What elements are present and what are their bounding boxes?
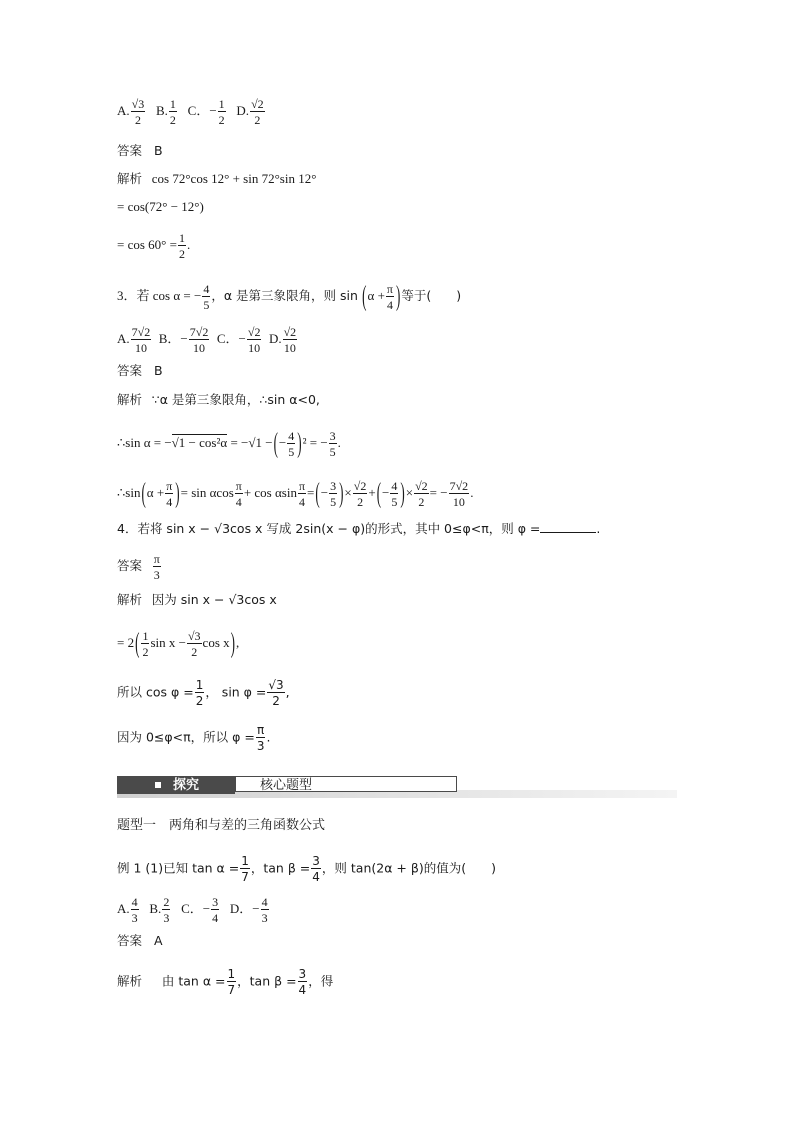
q2-options	[117, 98, 266, 126]
square-bullet-icon	[155, 782, 161, 788]
q4-analysis-line2: = 2( $\frac{1}{2}$ sin x − $\frac{√3}{2}$ cos x),	[117, 625, 240, 659]
ex1-option-b: B. $\frac{2}{3}$	[149, 895, 170, 925]
q4-analysis-line3: 所以 cos φ = $\frac{1}{2}$ ， sin φ = $\frac{√3}{2}$ ,	[117, 678, 290, 708]
q2-option-c: C．− $\frac{1}{2}$	[187, 97, 225, 127]
q3-analysis-line3: ∴sin(α + $\frac{\pi}{4}$ )= sin αcos $\frac{\pi}{4}$ + cos αsin $\frac{\pi}{4}$ =(− $\frac{3}{5}$ )× $\frac{√2}{2}$ +(− $\frac{4}{5}$ )× $\frac{√2}{2}$ = − $\frac{7√2}{10}$ .	[117, 475, 474, 509]
q3-option-c: C．− $\frac{√2}{10}$	[216, 325, 261, 355]
q2-analysis-line2: = cos(72° − 12°)	[117, 199, 204, 214]
section-banner	[117, 776, 677, 796]
q2-answer: 答案 B	[117, 143, 163, 158]
q4-blank	[540, 520, 596, 533]
q2-option-a: A. $\frac{√3}{2}$	[117, 97, 145, 127]
q4-analysis-line4: 因为 0≤φ<π，所以 φ = $\frac{\pi}{3}$ .	[117, 723, 271, 753]
q4-analysis-line1: 解析 因为 sin x − √3cos x	[117, 592, 277, 607]
ex1-options	[117, 896, 270, 924]
q3-option-b: B．− $\frac{7√2}{10}$	[158, 325, 209, 355]
ex1-option-c: C．− $\frac{3}{4}$	[181, 895, 219, 925]
ex1-analysis-line1: 解析 由 tan α = $\frac{1}{7}$ ，tan β = $\frac{3}{4}$ ，得	[117, 967, 334, 997]
q4-stem: 4．若将 sin x − √3cos x 写成 2sin(x − φ)的形式，其中 0≤φ<π，则 φ = .	[117, 521, 601, 536]
q3-analysis-line1: 解析 ∵α 是第三象限角，∴sin α<0,	[117, 392, 320, 407]
ex1-option-a: A. $\frac{4}{3}$	[117, 895, 138, 925]
q2-option-b: B. $\frac{1}{2}$	[155, 97, 176, 127]
q3-option-d: D. $\frac{√2}{10}$	[268, 325, 297, 355]
q2-option-d: D. $\frac{√2}{2}$	[236, 97, 264, 127]
q2-analysis-line1: 解析 cos 72°cos 12° + sin 72°sin 12°	[117, 171, 317, 186]
q3-option-a: A. $\frac{7√2}{10}$	[117, 325, 151, 355]
banner-core-types: 核心题型	[235, 776, 457, 792]
q4-answer: 答案 $\frac{\pi}{3}$	[117, 552, 160, 582]
section-title: 题型一 两角和与差的三角函数公式	[117, 818, 326, 833]
ex1-stem: 例 1 (1)已知 tan α = $\frac{1}{7}$ ，tan β = $\frac{3}{4}$ ，则 tan(2α + β)的值为( )	[117, 854, 496, 884]
q3-options	[117, 326, 298, 354]
ex1-answer: 答案 A	[117, 933, 163, 948]
q3-stem: 3．若 cos α = − $\frac{4}{5}$ ，α 是第三象限角，则 sin (α + $\frac{\pi}{4}$ )等于( )	[117, 278, 462, 312]
q2-analysis-line3: = cos 60° = $\frac{1}{2}$ .	[117, 231, 191, 261]
ex1-option-d: D．− $\frac{4}{3}$	[229, 895, 268, 925]
banner-explore-tag: 探究	[117, 776, 235, 794]
q3-answer: 答案 B	[117, 363, 163, 378]
q3-analysis-line2: ∴sin α = −√1 − cos²α = −√1 −(− $\frac{4}{5}$ )² = − $\frac{3}{5}$ .	[117, 425, 341, 459]
